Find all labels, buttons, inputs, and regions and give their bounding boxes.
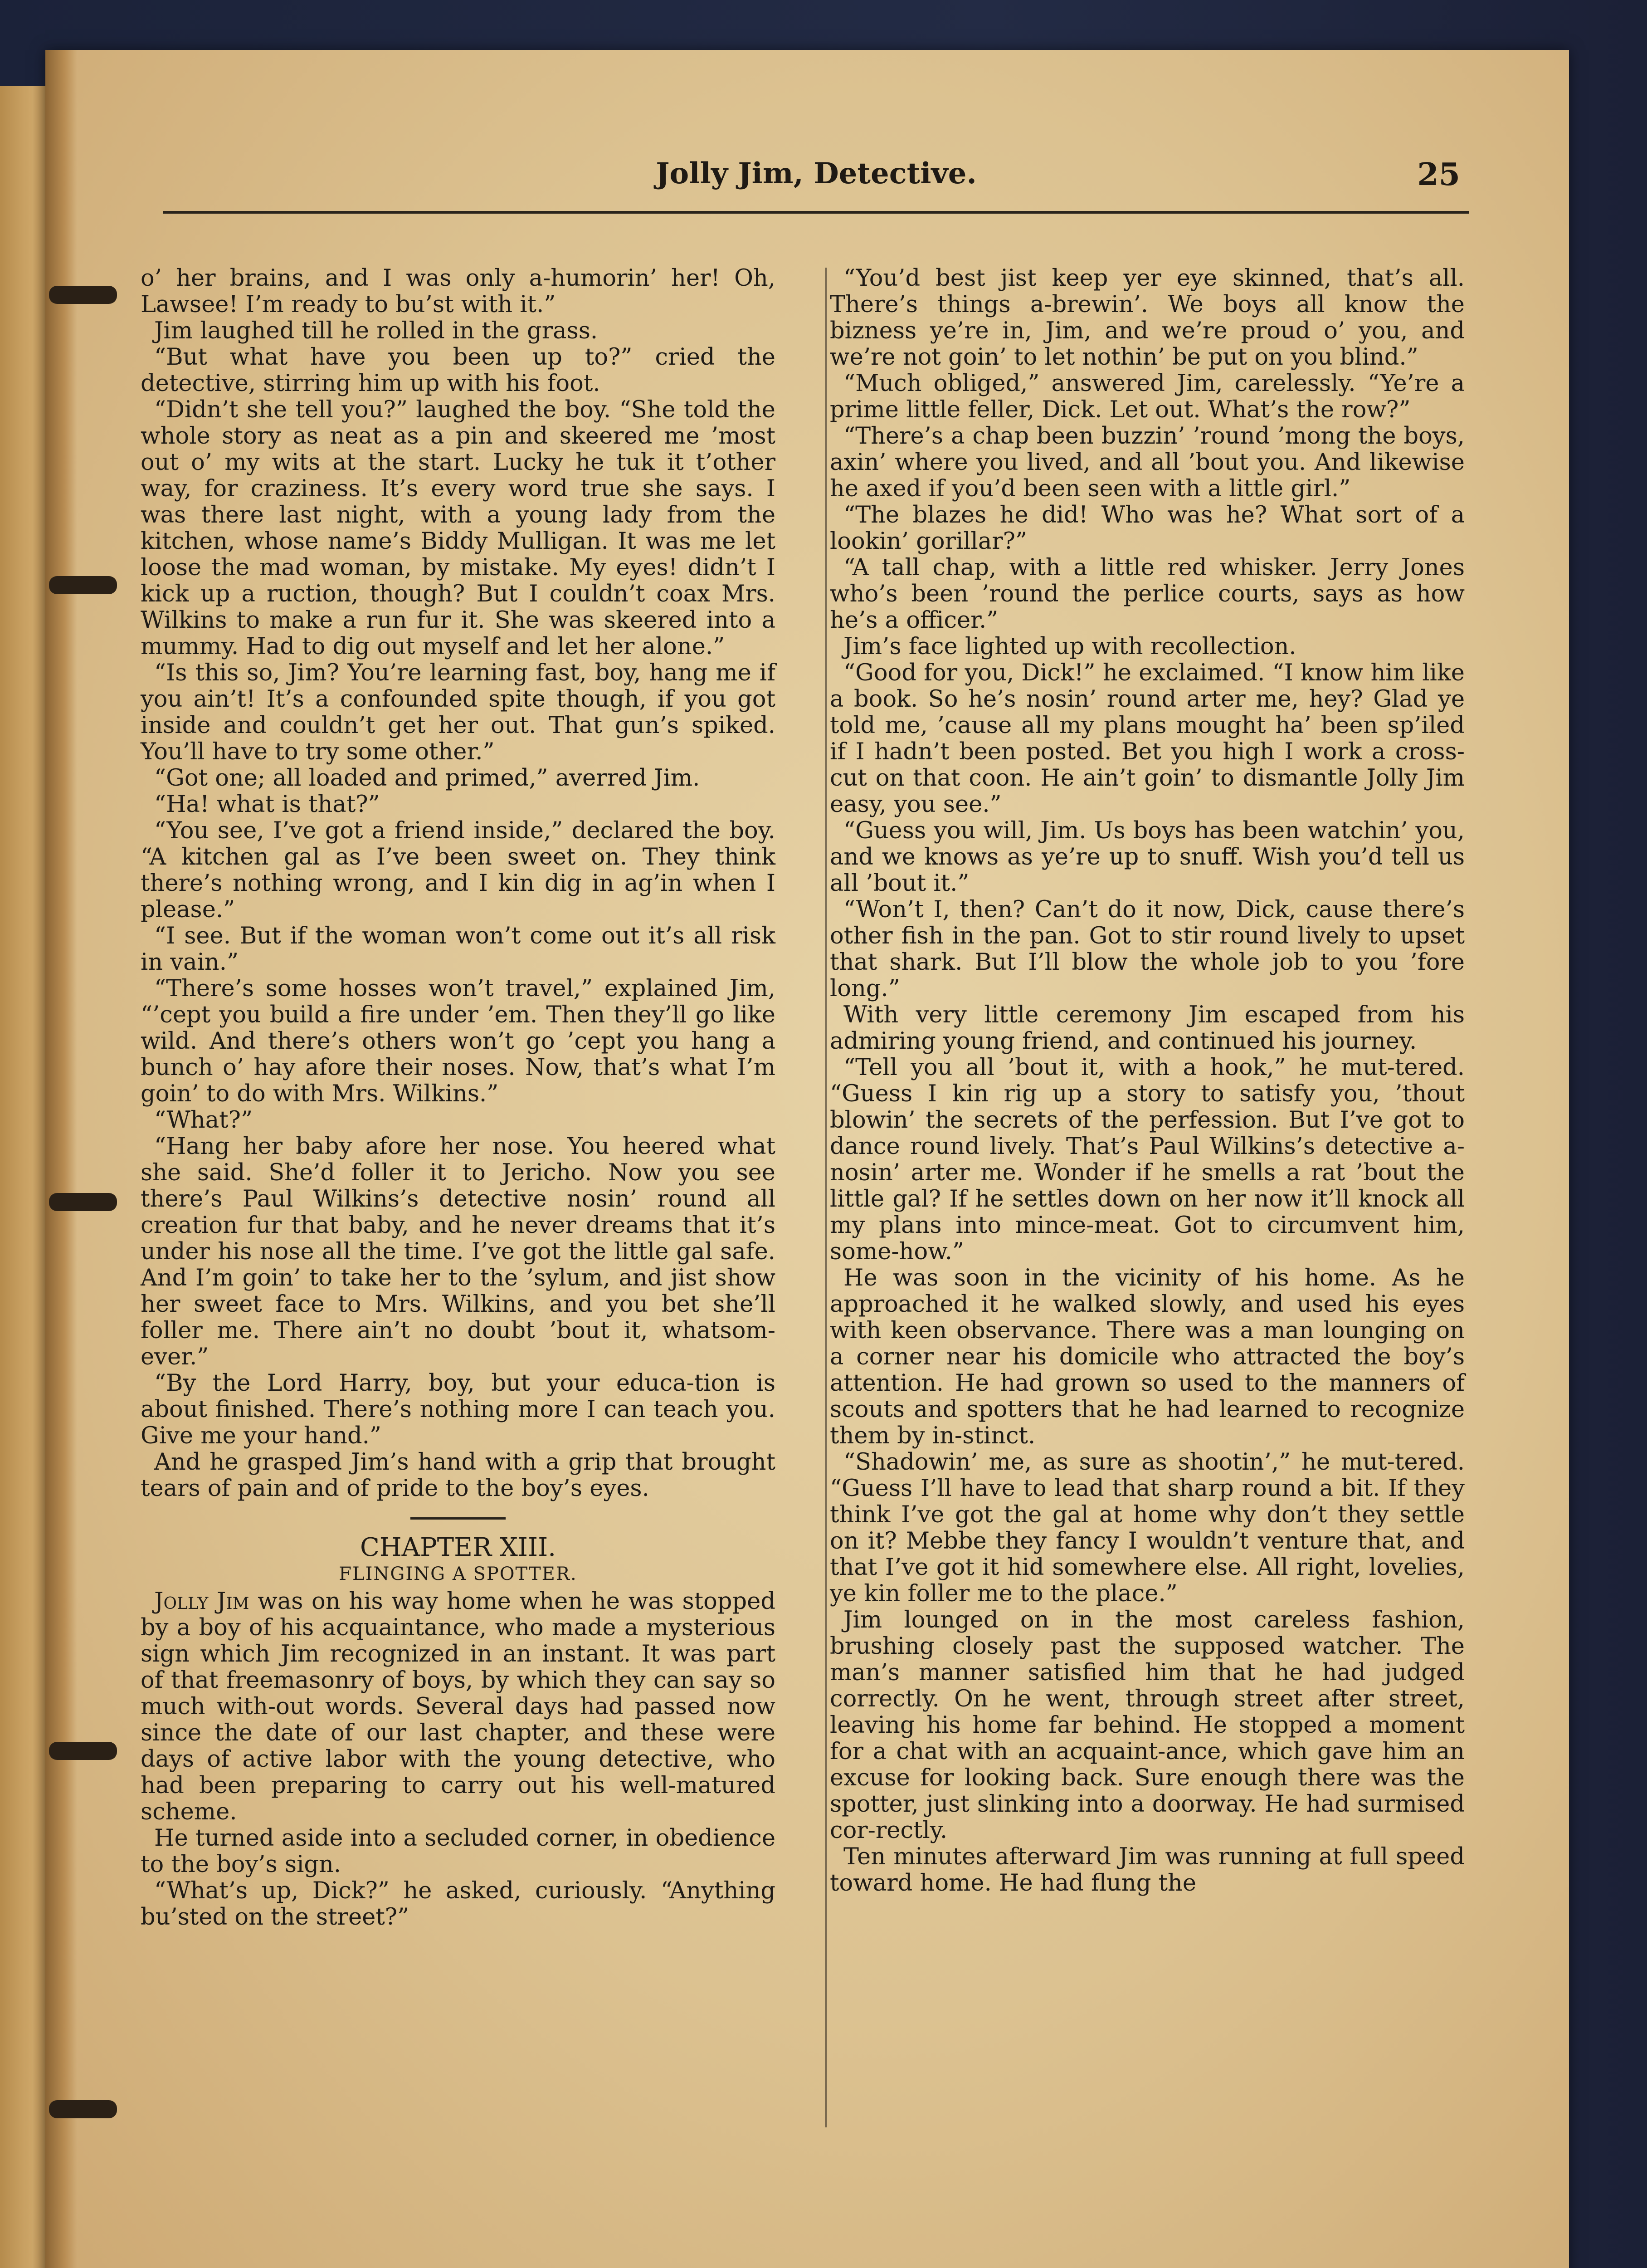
- paragraph: Jim lounged on in the most careless fashion, brushing closely past the supposed watcher. The man’s manner satisfied him that he had judged correctly. On he went, through street after street, leaving his home far behind. He stopped a moment for a chat with an acquaint-ance, which gave him an excuse for looking back. Sure enough there was the spotter, just slinking into a doorway. He had surmised cor-rectly.: [830, 1607, 1465, 1844]
- page-header: [163, 143, 1469, 214]
- staple-icon: [49, 2100, 117, 2118]
- paragraph: “Guess you will, Jim. Us boys has been watchin’ you, and we knows as ye’re up to snuff. Wish you’d tell us all ’bout it.”: [830, 817, 1465, 897]
- staple-icon: [49, 1193, 117, 1211]
- paragraph: Jim’s face lighted up with recollection.: [843, 633, 1296, 660]
- staple-icon: [49, 576, 117, 594]
- paragraph: “Shadowin’ me, as sure as shootin’,” he mut-tered. “Guess I’ll have to lead that sharp round a bit. If they think I’ve got the gal at home why don’t they settle on it? Mebbe they fancy I wouldn’t venture that, and that I’ve got it hid somewhere else. All right, lovelies, ye kin foller me to the place.”: [830, 1449, 1465, 1607]
- paragraph: “There’s some hosses won’t travel,” explained Jim, “’cept you build a fire under ’em. Then they’ll go like wild. And there’s others won’t go ’cept you hang a bunch o’ hay afore their noses. Now, that’s what I’m goin’ to do with Mrs. Wilkins.”: [141, 975, 775, 1107]
- opening-text: was on his way home when he was stopped by a boy of his acquaintance, who made a mysterious sign which Jim recognized in an instant. It was part of that freemasonry of boys, by which they can say so much with-out words. Several days had passed now since the date of our last chapter, and these were days of active labor with the young detective, who had been preparing to carry out his well-matured scheme.: [141, 1588, 775, 1825]
- paragraph: “Good for you, Dick!” he exclaimed. “I know him like a book. So he’s nosin’ round arter me, hey? Glad ye told me, ’cause all my plans mought ha’ been sp’iled if I hadn’t been posted. Bet you high I work a cross-cut on that coon. He ain’t goin’ to dismantle Jolly Jim easy, you see.”: [830, 660, 1465, 818]
- paragraph: “But what have you been up to?” cried the detective, stirring him up with his foot.: [141, 344, 775, 397]
- paragraph: He turned aside into a secluded corner, in obedience to the boy’s sign.: [141, 1825, 775, 1878]
- paragraph: “A tall chap, with a little red whisker. Jerry Jones who’s been ’round the perlice courts, says as how he’s a officer.”: [830, 554, 1465, 634]
- chapter-title: CHAPTER XIII.: [360, 1533, 556, 1562]
- page-spine: [45, 50, 77, 2268]
- paragraph: “Ha! what is that?”: [154, 791, 380, 818]
- staple-icon: [49, 286, 117, 304]
- chapter-divider: [410, 1517, 506, 1520]
- paragraph: “I see. But if the woman won’t come out it’s all risk in vain.”: [141, 923, 775, 976]
- paragraph: “You see, I’ve got a friend inside,” declared the boy. “A kitchen gal as I’ve been sweet on. They think there’s nothing wrong, and I kin dig in ag’in when I please.”: [141, 817, 775, 923]
- paragraph: “Got one; all loaded and primed,” averred Jim.: [154, 765, 700, 792]
- paragraph: “There’s a chap been buzzin’ ’round ’mong the boys, axin’ where you lived, and all ’bout you. And likewise he axed if you’d been seen with a little girl.”: [830, 423, 1465, 502]
- staple-icon: [49, 1742, 117, 1760]
- paragraph: “What?”: [154, 1107, 253, 1134]
- right-column: [830, 265, 1465, 2125]
- paragraph: Ten minutes afterward Jim was running at full speed toward home. He had flung the: [830, 1843, 1465, 1897]
- paragraph: o’ her brains, and I was only a-humorin’ her! Oh, Lawsee! I’m ready to bu’st with it.”: [141, 265, 775, 318]
- paragraph: “Hang her baby afore her nose. You heered what she said. She’d foller it to Jericho. Now you see there’s Paul Wilkins’s detective nosin’ round all creation fur that baby, and he never dreams that it’s under his nose all the time. I’ve got the little gal safe. And I’m goin’ to take her to the ’sylum, and jist show her sweet face to Mrs. Wilkins, and you bet she’ll foller me. There ain’t no doubt ’bout it, whatsom-ever.”: [141, 1133, 775, 1370]
- chapter-subtitle: FLINGING A SPOTTER.: [339, 1564, 577, 1584]
- left-column: [141, 265, 775, 2125]
- paragraph: “The blazes he did! Who was he? What sort of a lookin’ gorillar?”: [830, 502, 1465, 555]
- paragraph: “Tell you all ’bout it, with a hook,” he mut-tered. “Guess I kin rig up a story to satisfy you, ’thout blowin’ the secrets of the perfession. But I’ve got to dance round lively. That’s Paul Wilkins’s detective a-nosin’ arter me. Wonder if he smells a rat ’bout the little gal? If he settles down on her now it’ll knock all my plans into mince-meat. Got to circumvent him, some-how.”: [830, 1054, 1465, 1265]
- paragraph: “Is this so, Jim? You’re learning fast, boy, hang me if you ain’t! It’s a confounded spite though, if you got inside and couldn’t get her out. That gun’s spiked. You’ll have to try some other.”: [141, 660, 775, 765]
- page-number: 25: [1417, 156, 1460, 193]
- paragraph: “What’s up, Dick?” he asked, curiously. “Anything bu’sted on the street?”: [141, 1877, 775, 1931]
- chapter-opening-paragraph: [141, 1589, 775, 1825]
- paragraph: He was soon in the vicinity of his home. As he approached it he walked slowly, and used his eyes with keen observance. There was a man lounging on a corner near his domicile who attracted the boy’s attention. He had grown so used to the manners of scouts and spotters that he had learned to recognize them by in-stinct.: [830, 1265, 1465, 1449]
- paragraph: And he grasped Jim’s hand with a grip that brought tears of pain and of pride to the boy’s eyes.: [141, 1449, 775, 1502]
- running-title: Jolly Jim, Detective.: [656, 156, 977, 191]
- paragraph: “By the Lord Harry, boy, but your educa-tion is about finished. There’s nothing more I can teach you. Give me your hand.”: [141, 1370, 775, 1449]
- paragraph: “You’d best jist keep yer eye skinned, that’s all. There’s things a-brewin’. We boys all know the bizness ye’re in, Jim, and we’re proud o’ you, and we’re not goin’ to let nothin’ be put on you blind.”: [830, 265, 1465, 371]
- column-divider: [825, 268, 827, 2127]
- paragraph: Jim laughed till he rolled in the grass.: [154, 318, 598, 344]
- opening-smallcaps: Jolly Jim: [154, 1588, 249, 1615]
- paragraph: “Didn’t she tell you?” laughed the boy. “She told the whole story as neat as a pin and skeered me ’most out o’ my wits at the start. Lucky he tuk it t’other way, for craziness. It’s every word true she says. I was there last night, with a young lady from the kitchen, whose name’s Biddy Mulligan. It was me let loose the mad woman, by mistake. My eyes! didn’t I kick up a ruction, though? But I couldn’t coax Mrs. Wilkins to make a run fur it. She was skeered into a mummy. Had to dig out myself and let her alone.”: [141, 396, 775, 660]
- paragraph: With very little ceremony Jim escaped from his admiring young friend, and continued his journey.: [830, 1002, 1465, 1055]
- paragraph: “Much obliged,” answered Jim, carelessly. “Ye’re a prime little feller, Dick. Let out. What’s the row?”: [830, 370, 1465, 423]
- paragraph: “Won’t I, then? Can’t do it now, Dick, cause there’s other fish in the pan. Got to stir round lively to upset that shark. But I’ll blow the whole job to you ’fore long.”: [830, 896, 1465, 1002]
